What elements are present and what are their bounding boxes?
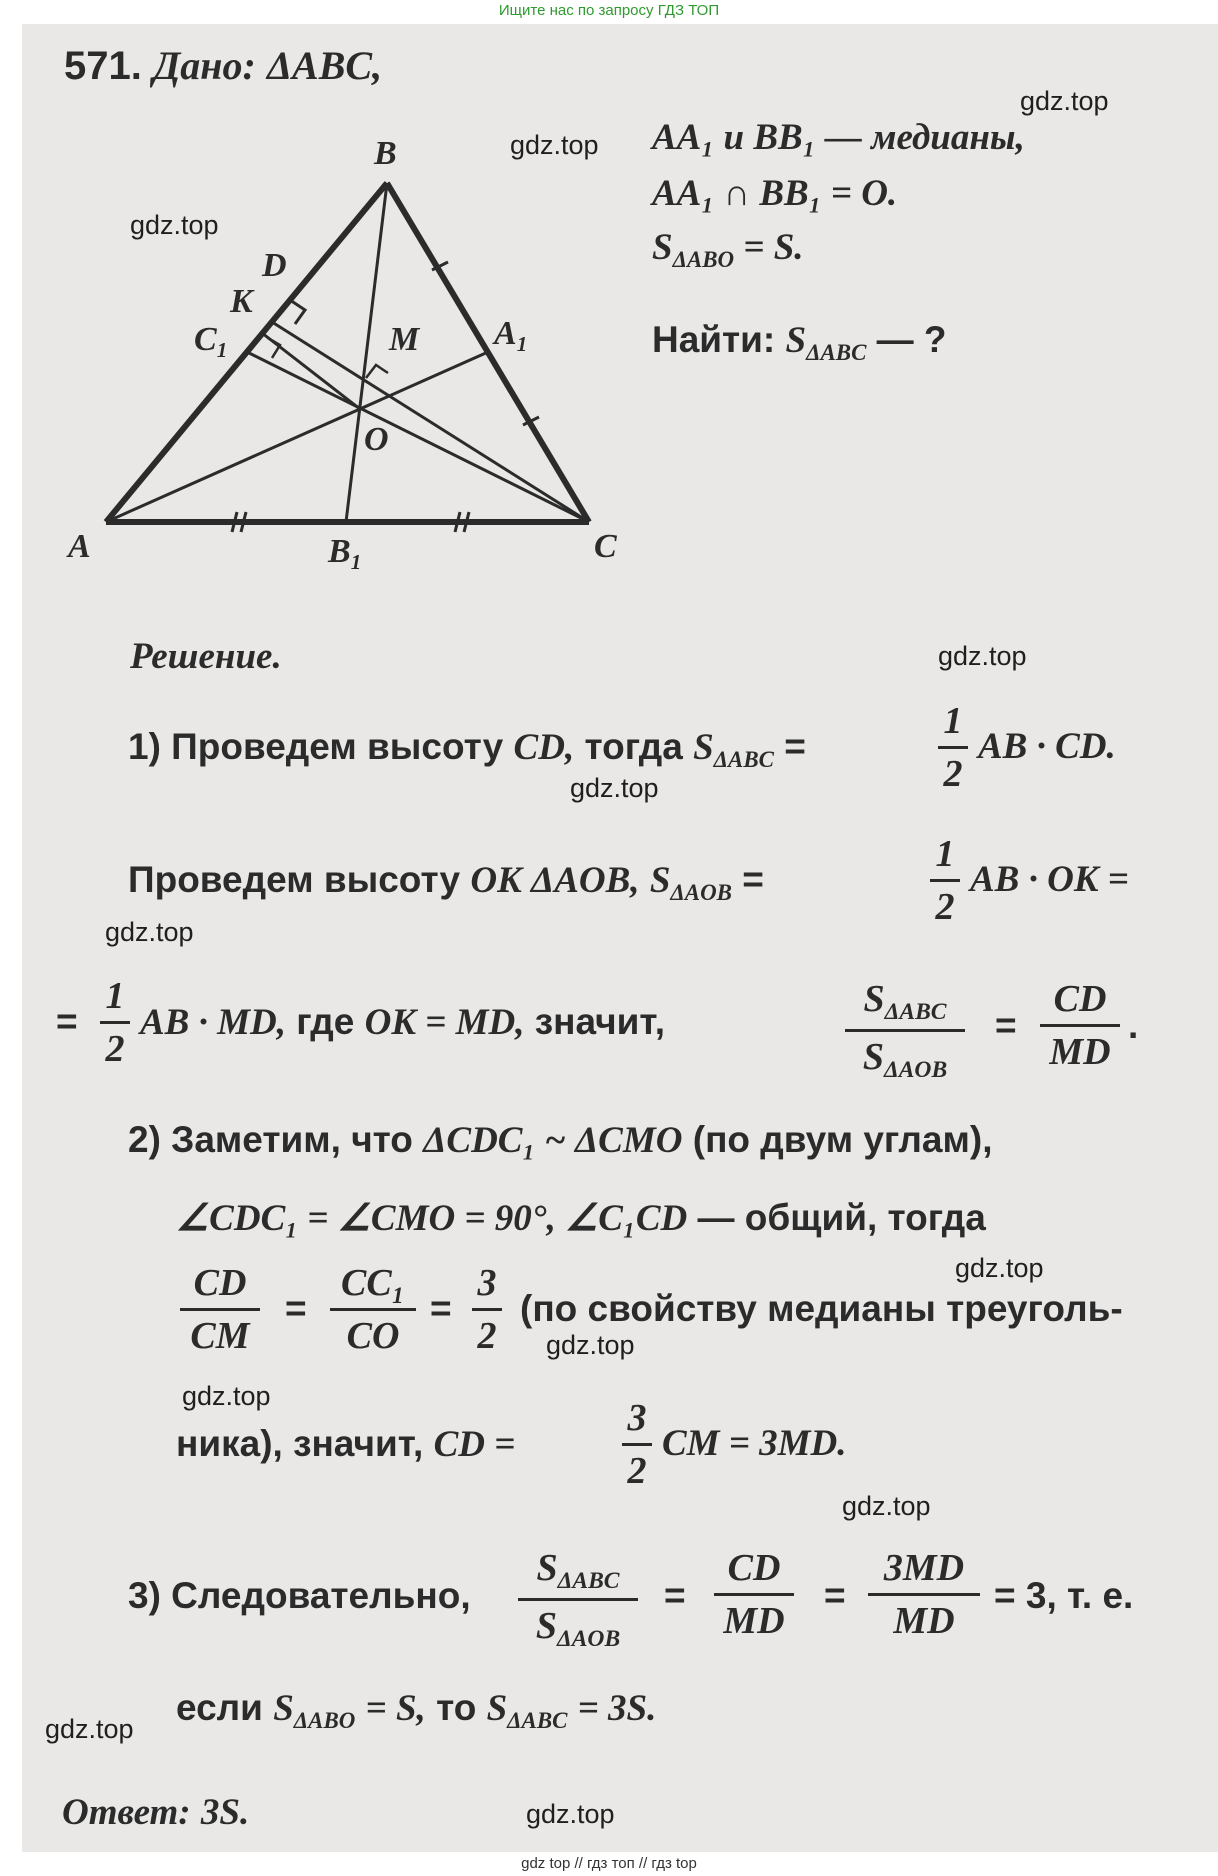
step1c-ok: OK ΔAOB,: [470, 860, 640, 901]
half-den: 2: [935, 886, 955, 928]
step3-r3-den: MD: [893, 1600, 955, 1642]
fraction-half-2: [930, 833, 960, 928]
step1-s: S: [693, 727, 714, 768]
step1d-znachit: значит,: [534, 1001, 666, 1042]
label-o: O: [364, 421, 389, 458]
step2-sim: ΔCDC₁ ~ ΔCMO: [423, 1120, 683, 1161]
step3-r3-num: 3MD: [883, 1547, 965, 1589]
step1-sub: ΔABC: [713, 747, 774, 773]
step3-ratio-1: [518, 1547, 638, 1652]
label-a: A: [68, 528, 91, 565]
fraction-cc1-co: [330, 1262, 416, 1357]
step3-r1-den-sub: ΔAOB: [556, 1626, 621, 1653]
ratio1-den-s: S: [862, 1036, 884, 1078]
solution-heading: Решение.: [130, 636, 282, 677]
step3b-end: = 3S.: [577, 1688, 657, 1729]
step3b-s: S: [273, 1688, 294, 1729]
step1c-s: S: [649, 860, 671, 901]
label-b: B: [374, 135, 397, 172]
half-num: 1: [105, 975, 125, 1017]
frac2b-den: CO: [346, 1315, 400, 1357]
step3-r1-num: [518, 1547, 638, 1594]
step2-text: 2) Заметим, что: [128, 1119, 413, 1160]
frac2-tail: (по свойству медианы треуголь-: [520, 1288, 1123, 1329]
frac2c-num: 3: [627, 1397, 647, 1439]
step2c-angles: ∠CDC₁ = ∠CMO = 90°, ∠C₁CD: [176, 1198, 688, 1239]
watermark: gdz.top: [182, 1381, 271, 1411]
half-den: 2: [105, 1028, 125, 1070]
area-rhs: = S.: [743, 227, 804, 268]
step3b-s2: S: [486, 1688, 508, 1729]
ratio-sabc-saob: [845, 978, 965, 1083]
area-s: S: [652, 227, 673, 268]
watermark: gdz.top: [105, 917, 194, 947]
right-angle-m: [366, 365, 388, 378]
frac2b-num: CC₁: [341, 1262, 405, 1304]
side-ab: [106, 183, 387, 522]
bottom-banner[interactable]: gdz top // гдз топ // гдз top: [0, 1852, 1218, 1876]
step3-eq1: =: [664, 1575, 686, 1616]
watermark: gdz.top: [526, 1799, 615, 1829]
step1c-eq: =: [742, 859, 764, 900]
step2e-line: [176, 1422, 515, 1467]
step3b-sub2: ΔABC: [507, 1708, 568, 1734]
find-label: Найти:: [652, 319, 776, 360]
given-triangle: ΔABC,: [266, 43, 383, 88]
frac2c-den: 2: [627, 1450, 647, 1492]
step3b-if: если: [176, 1687, 263, 1728]
step1-line: [128, 725, 806, 774]
half-num: 1: [935, 833, 955, 875]
frac2-eq1: =: [285, 1288, 307, 1329]
watermark: gdz.top: [938, 641, 1027, 671]
label-d: D: [262, 247, 287, 284]
watermark: gdz.top: [842, 1491, 931, 1521]
frac2a-den: CM: [190, 1315, 250, 1357]
area-sub: ΔABO: [672, 247, 735, 273]
fraction-bar: [938, 746, 968, 749]
altitude-cd: [272, 322, 589, 522]
step2e-cd: CD =: [433, 1424, 516, 1465]
watermark: gdz.top: [1020, 86, 1109, 116]
frac2a-num: CD: [193, 1262, 247, 1304]
fraction-bar: [472, 1308, 502, 1311]
watermark: gdz.top: [45, 1714, 134, 1744]
fraction-bar: [180, 1308, 260, 1311]
label-a1: [494, 312, 527, 359]
step3b-line: [176, 1686, 656, 1735]
half-den: 2: [943, 753, 963, 795]
median-bb1: [346, 183, 387, 522]
fraction-bar: [868, 1593, 980, 1596]
ratio1-num: [845, 978, 965, 1025]
right-angle-k: [268, 338, 280, 358]
step1d-line: [140, 1000, 665, 1045]
fraction-3-2-b: [622, 1397, 652, 1492]
step2e-tail: CM = 3MD.: [662, 1423, 847, 1464]
step1c-line: [128, 858, 764, 907]
step1-tail: AB · CD.: [978, 726, 1116, 767]
answer-value: 3S.: [200, 1792, 250, 1833]
step1-text: 1) Проведем высоту: [128, 726, 504, 767]
step3b-mid: = S,: [365, 1688, 426, 1729]
step3-eq2: =: [824, 1575, 846, 1616]
frac2c-den: 2: [477, 1315, 497, 1357]
watermark: gdz.top: [510, 130, 599, 160]
step1-cd: CD,: [513, 727, 575, 768]
fraction-bar: [1040, 1024, 1120, 1027]
frac2-eq2: =: [430, 1288, 452, 1329]
ratio1-den-sub: ΔAOB: [883, 1057, 948, 1084]
step1d-where: где: [296, 1001, 355, 1042]
label-c1-sub: 1: [216, 338, 228, 363]
step3b-then: то: [436, 1687, 477, 1728]
step1c-sub: ΔAOB: [670, 880, 732, 906]
half-num: 1: [943, 700, 963, 742]
ratio1-num-s: S: [863, 978, 885, 1020]
label-b1: [328, 530, 361, 577]
watermark: gdz.top: [546, 1330, 635, 1360]
fraction-bar: [845, 1029, 965, 1032]
step3-ratio-3: [868, 1547, 980, 1642]
step3-ratio-2: [714, 1547, 794, 1642]
step1d-tail: AB · MD,: [140, 1002, 286, 1043]
step3-r1-den: [518, 1605, 638, 1652]
fraction-bar: [930, 879, 960, 882]
label-m: M: [389, 321, 420, 358]
answer-line: [62, 1790, 249, 1835]
ratio-cd-md: [1040, 978, 1120, 1073]
fraction-bar: [518, 1598, 638, 1601]
step3b-sub: ΔABO: [293, 1708, 356, 1734]
find-sub: ΔABC: [806, 340, 867, 366]
watermark: gdz.top: [130, 210, 219, 240]
fraction-half-3: [100, 975, 130, 1070]
step2c-tail: — общий, тогда: [697, 1197, 986, 1238]
find-s: S: [785, 320, 807, 361]
label-a1-sub: 1: [516, 332, 528, 357]
fraction-bar: [330, 1308, 416, 1311]
step2-reason: (по двум углам),: [692, 1119, 993, 1160]
step2e-text: ника), значит,: [176, 1423, 424, 1464]
given-label: Дано:: [152, 43, 256, 88]
label-b1-sub: 1: [350, 550, 362, 575]
fraction-3-2: [472, 1262, 502, 1357]
answer-label: Ответ:: [62, 1792, 191, 1833]
step1c-text: Проведем высоту: [128, 859, 461, 900]
label-b1-letter: B: [328, 533, 351, 570]
step3-tail: = 3, т. е.: [994, 1575, 1134, 1616]
fraction-cd-cm: [180, 1262, 260, 1357]
top-banner[interactable]: Ищите нас по запросу ГДЗ ТОП: [498, 2, 720, 19]
ratio1-eq: =: [995, 1005, 1017, 1046]
step3-r1-num-s: S: [536, 1547, 558, 1589]
label-k: K: [230, 283, 253, 320]
ratio1-den: [845, 1036, 965, 1083]
intersection-statement: AA₁ ∩ BB₁ = O.: [652, 173, 898, 214]
ratio1-rnum: CD: [1053, 978, 1107, 1020]
fraction-bar: [100, 1021, 130, 1024]
label-c1: [194, 318, 227, 365]
step1d-eq: =: [56, 1001, 78, 1042]
fraction-bar: [622, 1443, 652, 1446]
medians-statement: AA₁ и BB₁ — медианы,: [652, 117, 1025, 158]
fraction-half: [938, 700, 968, 795]
step3-text: 3) Следовательно,: [128, 1575, 471, 1616]
watermark: gdz.top: [570, 773, 659, 803]
label-c: C: [594, 528, 617, 565]
ratio1-rden: MD: [1049, 1031, 1111, 1073]
fraction-bar: [714, 1593, 794, 1596]
step1-eq: =: [784, 726, 806, 767]
label-a1-letter: A: [494, 315, 517, 352]
step3-r2-den: MD: [723, 1600, 785, 1642]
step2c-line: [176, 1196, 986, 1241]
ratio1-dot: .: [1128, 1005, 1139, 1046]
step3-r2-num: CD: [727, 1547, 781, 1589]
problem-number: 571.: [64, 44, 142, 88]
step1c-tail: AB · OK =: [970, 859, 1129, 900]
step3-r1-num-sub: ΔABC: [557, 1568, 620, 1595]
step1d-okmd: OK = MD,: [364, 1002, 525, 1043]
watermark: gdz.top: [955, 1253, 1044, 1283]
step2-line: [128, 1118, 992, 1163]
frac2c-num: 3: [477, 1262, 497, 1304]
find-tail: — ?: [876, 319, 947, 360]
step3-r1-den-s: S: [535, 1605, 557, 1647]
label-c1-letter: C: [194, 321, 217, 358]
right-angle-d: [290, 300, 305, 324]
step1-then: тогда: [584, 726, 683, 767]
ratio1-num-sub: ΔABC: [884, 999, 947, 1026]
